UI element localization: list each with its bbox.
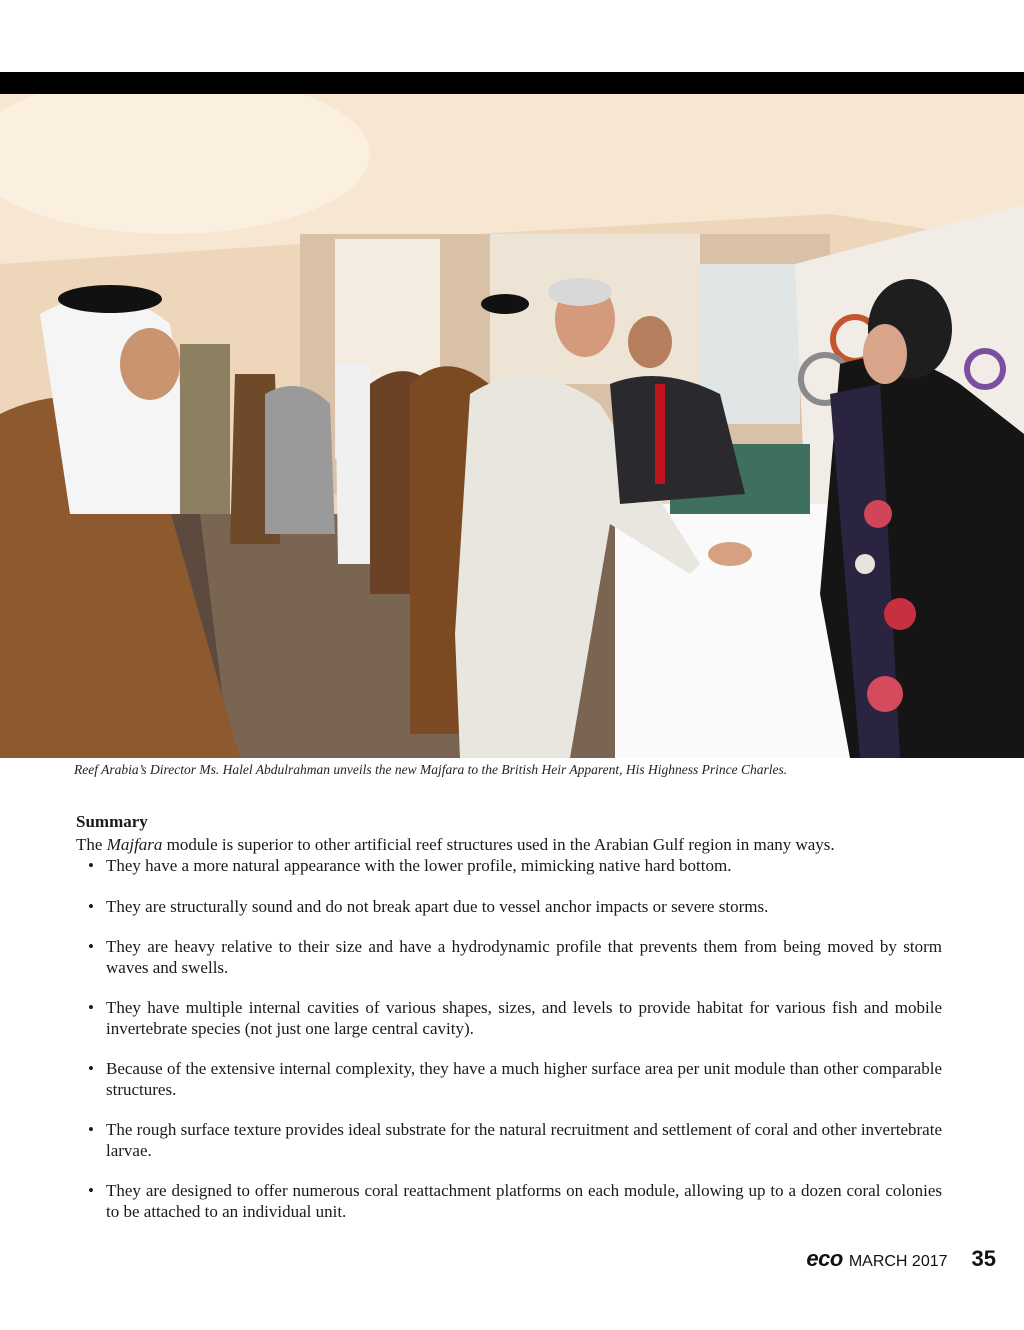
intro-text-before: The	[76, 835, 107, 854]
intro-term: Majfara	[106, 835, 163, 854]
top-black-bar	[0, 72, 1024, 94]
summary-bullet-item: • They are designed to offer numerous coral reattachment platforms on each module, allowing up to a dozen coral colonies to be attached to an individual unit.	[76, 1181, 942, 1222]
photo-caption: Reef Arabia’s Director Ms. Halel Abdulrahman unveils the new Majfara to the British Heir Apparent, His Highness Prince Charles.	[74, 762, 788, 777]
summary-bullet-item: • They are heavy relative to their size and have a hydrodynamic profile that prevents them from being moved by storm waves and swells.	[76, 937, 942, 978]
magazine-brand: eco	[806, 1246, 843, 1271]
summary-bullet-item: • The rough surface texture provides ideal substrate for the natural recruitment and settlement of coral and other invertebrate larvae.	[76, 1120, 942, 1161]
summary-bullet-item: • They are structurally sound and do not break apart due to vessel anchor impacts or severe storms.	[76, 897, 942, 918]
summary-bullet-list	[76, 856, 942, 1222]
intro-text-after: module is superior to other artificial reef structures used in the Arabian Gulf region in many ways.	[162, 835, 835, 854]
page-footer	[806, 1246, 996, 1272]
issue-date: MARCH 2017	[848, 1253, 948, 1270]
event-photo	[0, 94, 1024, 758]
summary-section	[76, 812, 942, 1242]
summary-intro	[76, 834, 942, 856]
summary-bullet-item: • Because of the extensive internal complexity, they have a much higher surface area per unit module than other comparable structures.	[76, 1059, 942, 1100]
summary-heading: Summary	[76, 812, 148, 831]
page-number: 35	[971, 1246, 996, 1271]
summary-bullet-item: • They have multiple internal cavities of various shapes, sizes, and levels to provide habitat for various fish and mobile invertebrate species (not just one large central cavity).	[76, 998, 942, 1039]
summary-bullet-item: • They have a more natural appearance with the lower profile, mimicking native hard bottom.	[76, 856, 942, 877]
